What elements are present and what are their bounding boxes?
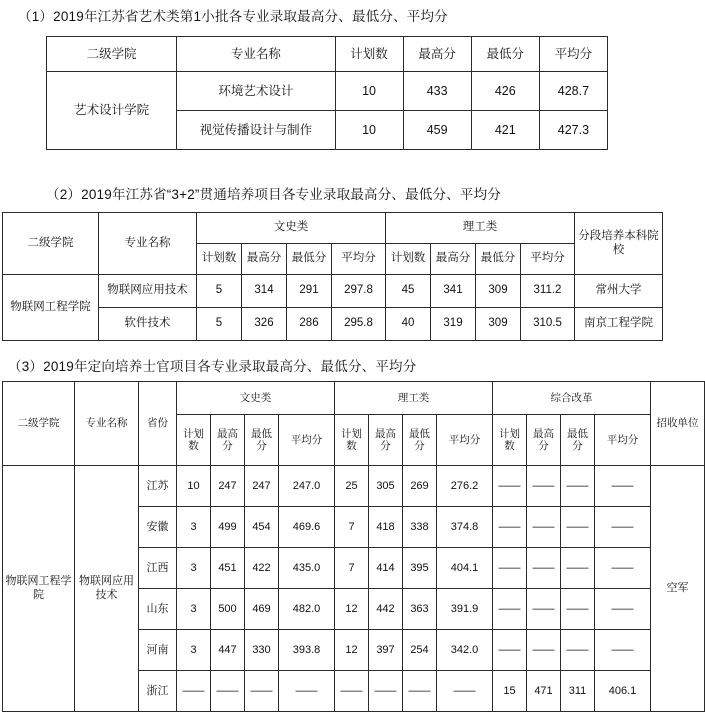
cell-ligong-highest: 397 — [369, 630, 403, 671]
cell-ligong-average: 374.8 — [437, 507, 493, 548]
cell-ligong-plan: ―― — [335, 671, 369, 712]
cell-zonghe-lowest: ―― — [561, 630, 595, 671]
cell-wenshi-plan: ―― — [177, 671, 211, 712]
header-partner-school: 分段培养本科院校 — [575, 213, 663, 275]
cell-wenshi-highest: 314 — [242, 275, 287, 308]
cell-zonghe-highest: ―― — [527, 548, 561, 589]
cell-wenshi-plan: 5 — [197, 275, 242, 308]
art-admission-table — [46, 36, 608, 150]
cell-zonghe-lowest: ―― — [561, 548, 595, 589]
table-2-header-row-1 — [3, 213, 663, 244]
cell-partner-school: 南京工程学院 — [575, 308, 663, 341]
cell-ligong-plan: 12 — [335, 589, 369, 630]
cell-zonghe-plan: ―― — [493, 589, 527, 630]
cell-ligong-highest: ―― — [369, 671, 403, 712]
header-college: 二级学院 — [3, 382, 75, 466]
cell-lowest: 426 — [471, 72, 539, 111]
cell-ligong-plan: 12 — [335, 630, 369, 671]
cell-wenshi-highest: ―― — [211, 671, 245, 712]
section-title-2: （2）2019年江苏省“3+2”贯通培养项目各专业录取最高分、最低分、平均分 — [46, 187, 502, 202]
header-highest: 最高分 — [403, 37, 471, 72]
cell-major: 物联网应用技术 — [99, 275, 197, 308]
header-wenshi-average: 平均分 — [332, 244, 386, 275]
cell-zonghe-highest: ―― — [527, 630, 561, 671]
header-wenshi-average: 平均分 — [279, 415, 335, 466]
cell-wenshi-average: 482.0 — [279, 589, 335, 630]
header-group-liberal-arts: 文史类 — [177, 382, 335, 415]
cell-ligong-average: 310.5 — [521, 308, 575, 341]
header-zonghe-highest: 最高 分 — [527, 415, 561, 466]
header-major: 专业名称 — [75, 382, 139, 466]
cell-major: 物联网应用技术 — [75, 466, 139, 712]
cell-province: 浙江 — [139, 671, 177, 712]
cell-ligong-lowest: 363 — [403, 589, 437, 630]
cell-ligong-highest: 442 — [369, 589, 403, 630]
cell-ligong-average: 276.2 — [437, 466, 493, 507]
cell-wenshi-lowest: 469 — [245, 589, 279, 630]
cell-wenshi-average: 435.0 — [279, 548, 335, 589]
cell-college: 物联网工程学院 — [3, 466, 75, 712]
cell-ligong-lowest: 269 — [403, 466, 437, 507]
cell-wenshi-lowest: 454 — [245, 507, 279, 548]
military-training-table — [2, 381, 705, 712]
header-average: 平均分 — [539, 37, 607, 72]
header-zonghe-average: 平均分 — [595, 415, 651, 466]
cell-highest: 433 — [403, 72, 471, 111]
cell-wenshi-lowest: 247 — [245, 466, 279, 507]
cell-wenshi-lowest: 286 — [287, 308, 332, 341]
cell-zonghe-plan: ―― — [493, 507, 527, 548]
cell-province: 安徽 — [139, 507, 177, 548]
through-training-table — [2, 212, 663, 341]
cell-zonghe-average: ―― — [595, 548, 651, 589]
cell-wenshi-plan: 3 — [177, 589, 211, 630]
cell-ligong-lowest: 309 — [476, 275, 521, 308]
table-1-header-row — [47, 37, 608, 72]
section-title-3: （3）2019年定向培养士官项目各专业录取最高分、最低分、平均分 — [8, 359, 417, 374]
cell-ligong-lowest: ―― — [403, 671, 437, 712]
cell-zonghe-lowest: 311 — [561, 671, 595, 712]
cell-zonghe-average: ―― — [595, 466, 651, 507]
cell-ligong-plan: 40 — [386, 308, 431, 341]
cell-zonghe-average: 406.1 — [595, 671, 651, 712]
cell-zonghe-plan: 15 — [493, 671, 527, 712]
cell-ligong-average: 404.1 — [437, 548, 493, 589]
cell-college: 物联网工程学院 — [3, 275, 99, 341]
cell-ligong-highest: 341 — [431, 275, 476, 308]
cell-wenshi-highest: 247 — [211, 466, 245, 507]
cell-zonghe-highest: ―― — [527, 589, 561, 630]
cell-wenshi-lowest: ―― — [245, 671, 279, 712]
cell-ligong-plan: 7 — [335, 548, 369, 589]
header-wenshi-plan: 计划 数 — [177, 415, 211, 466]
header-college: 二级学院 — [3, 213, 99, 275]
header-wenshi-plan: 计划数 — [197, 244, 242, 275]
header-college: 二级学院 — [47, 37, 177, 72]
header-ligong-lowest: 最低 分 — [403, 415, 437, 466]
cell-ligong-lowest: 309 — [476, 308, 521, 341]
cell-major: 软件技术 — [99, 308, 197, 341]
cell-province: 河南 — [139, 630, 177, 671]
cell-province: 江苏 — [139, 466, 177, 507]
cell-wenshi-lowest: 291 — [287, 275, 332, 308]
header-wenshi-highest: 最高 分 — [211, 415, 245, 466]
header-zonghe-plan: 计划 数 — [493, 415, 527, 466]
header-ligong-highest: 最高 分 — [369, 415, 403, 466]
cell-province: 山东 — [139, 589, 177, 630]
cell-major: 环境艺术设计 — [177, 72, 335, 111]
table-3-container — [2, 381, 705, 712]
cell-wenshi-plan: 3 — [177, 548, 211, 589]
cell-ligong-highest: 414 — [369, 548, 403, 589]
cell-wenshi-average: 295.8 — [332, 308, 386, 341]
header-ligong-plan: 计划 数 — [335, 415, 369, 466]
cell-wenshi-highest: 447 — [211, 630, 245, 671]
header-group-comprehensive-reform: 综合改革 — [493, 382, 651, 415]
cell-partner-school: 常州大学 — [575, 275, 663, 308]
cell-ligong-average: 311.2 — [521, 275, 575, 308]
cell-zonghe-highest: ―― — [527, 466, 561, 507]
header-lowest: 最低分 — [471, 37, 539, 72]
cell-ligong-average: 391.9 — [437, 589, 493, 630]
cell-ligong-highest: 319 — [431, 308, 476, 341]
table-row — [47, 72, 608, 111]
cell-plan: 10 — [335, 111, 403, 150]
cell-wenshi-plan: 3 — [177, 507, 211, 548]
cell-wenshi-average: ―― — [279, 671, 335, 712]
header-ligong-plan: 计划数 — [386, 244, 431, 275]
cell-recruiting-unit: 空军 — [651, 466, 705, 712]
header-recruiting-unit: 招收单位 — [651, 382, 705, 466]
header-plan: 计划数 — [335, 37, 403, 72]
header-wenshi-lowest: 最低分 — [287, 244, 332, 275]
header-group-science: 理工类 — [335, 382, 493, 415]
cell-ligong-average: ―― — [437, 671, 493, 712]
cell-wenshi-highest: 500 — [211, 589, 245, 630]
cell-wenshi-average: 247.0 — [279, 466, 335, 507]
cell-wenshi-plan: 5 — [197, 308, 242, 341]
cell-zonghe-plan: ―― — [493, 630, 527, 671]
table-3-header-row-1 — [3, 382, 705, 415]
cell-highest: 459 — [403, 111, 471, 150]
cell-zonghe-lowest: ―― — [561, 589, 595, 630]
cell-wenshi-plan: 10 — [177, 466, 211, 507]
header-province: 省份 — [139, 382, 177, 466]
cell-ligong-plan: 45 — [386, 275, 431, 308]
cell-wenshi-highest: 499 — [211, 507, 245, 548]
cell-zonghe-lowest: ―― — [561, 507, 595, 548]
header-ligong-highest: 最高分 — [431, 244, 476, 275]
cell-ligong-plan: 7 — [335, 507, 369, 548]
cell-zonghe-lowest: ―― — [561, 466, 595, 507]
cell-ligong-lowest: 395 — [403, 548, 437, 589]
cell-average: 427.3 — [539, 111, 607, 150]
table-row — [3, 308, 663, 341]
cell-wenshi-highest: 451 — [211, 548, 245, 589]
cell-zonghe-highest: 471 — [527, 671, 561, 712]
cell-zonghe-average: ―― — [595, 589, 651, 630]
cell-wenshi-average: 469.6 — [279, 507, 335, 548]
header-group-science: 理工类 — [386, 213, 575, 244]
cell-wenshi-highest: 326 — [242, 308, 287, 341]
header-ligong-average: 平均分 — [521, 244, 575, 275]
cell-average: 428.7 — [539, 72, 607, 111]
cell-ligong-highest: 418 — [369, 507, 403, 548]
cell-plan: 10 — [335, 72, 403, 111]
cell-zonghe-plan: ―― — [493, 466, 527, 507]
cell-college: 艺术设计学院 — [47, 72, 177, 150]
cell-wenshi-average: 393.8 — [279, 630, 335, 671]
cell-ligong-plan: 25 — [335, 466, 369, 507]
header-wenshi-highest: 最高分 — [242, 244, 287, 275]
header-major: 专业名称 — [177, 37, 335, 72]
table-row — [3, 275, 663, 308]
header-major: 专业名称 — [99, 213, 197, 275]
cell-major: 视觉传播设计与制作 — [177, 111, 335, 150]
cell-ligong-average: 342.0 — [437, 630, 493, 671]
cell-wenshi-lowest: 422 — [245, 548, 279, 589]
cell-zonghe-average: ―― — [595, 507, 651, 548]
cell-wenshi-plan: 3 — [177, 630, 211, 671]
header-wenshi-lowest: 最低 分 — [245, 415, 279, 466]
cell-ligong-highest: 305 — [369, 466, 403, 507]
cell-wenshi-lowest: 330 — [245, 630, 279, 671]
cell-ligong-lowest: 254 — [403, 630, 437, 671]
cell-ligong-lowest: 338 — [403, 507, 437, 548]
table-row — [3, 466, 705, 507]
cell-province: 江西 — [139, 548, 177, 589]
header-ligong-average: 平均分 — [437, 415, 493, 466]
table-2-container — [2, 212, 663, 341]
section-title-1: （1）2019年江苏省艺术类第1小批各专业录取最高分、最低分、平均分 — [18, 9, 448, 24]
cell-lowest: 421 — [471, 111, 539, 150]
header-zonghe-lowest: 最低 分 — [561, 415, 595, 466]
table-1-container — [46, 36, 608, 150]
cell-wenshi-average: 297.8 — [332, 275, 386, 308]
cell-zonghe-average: ―― — [595, 630, 651, 671]
cell-zonghe-plan: ―― — [493, 548, 527, 589]
header-group-liberal-arts: 文史类 — [197, 213, 386, 244]
header-ligong-lowest: 最低分 — [476, 244, 521, 275]
cell-zonghe-highest: ―― — [527, 507, 561, 548]
